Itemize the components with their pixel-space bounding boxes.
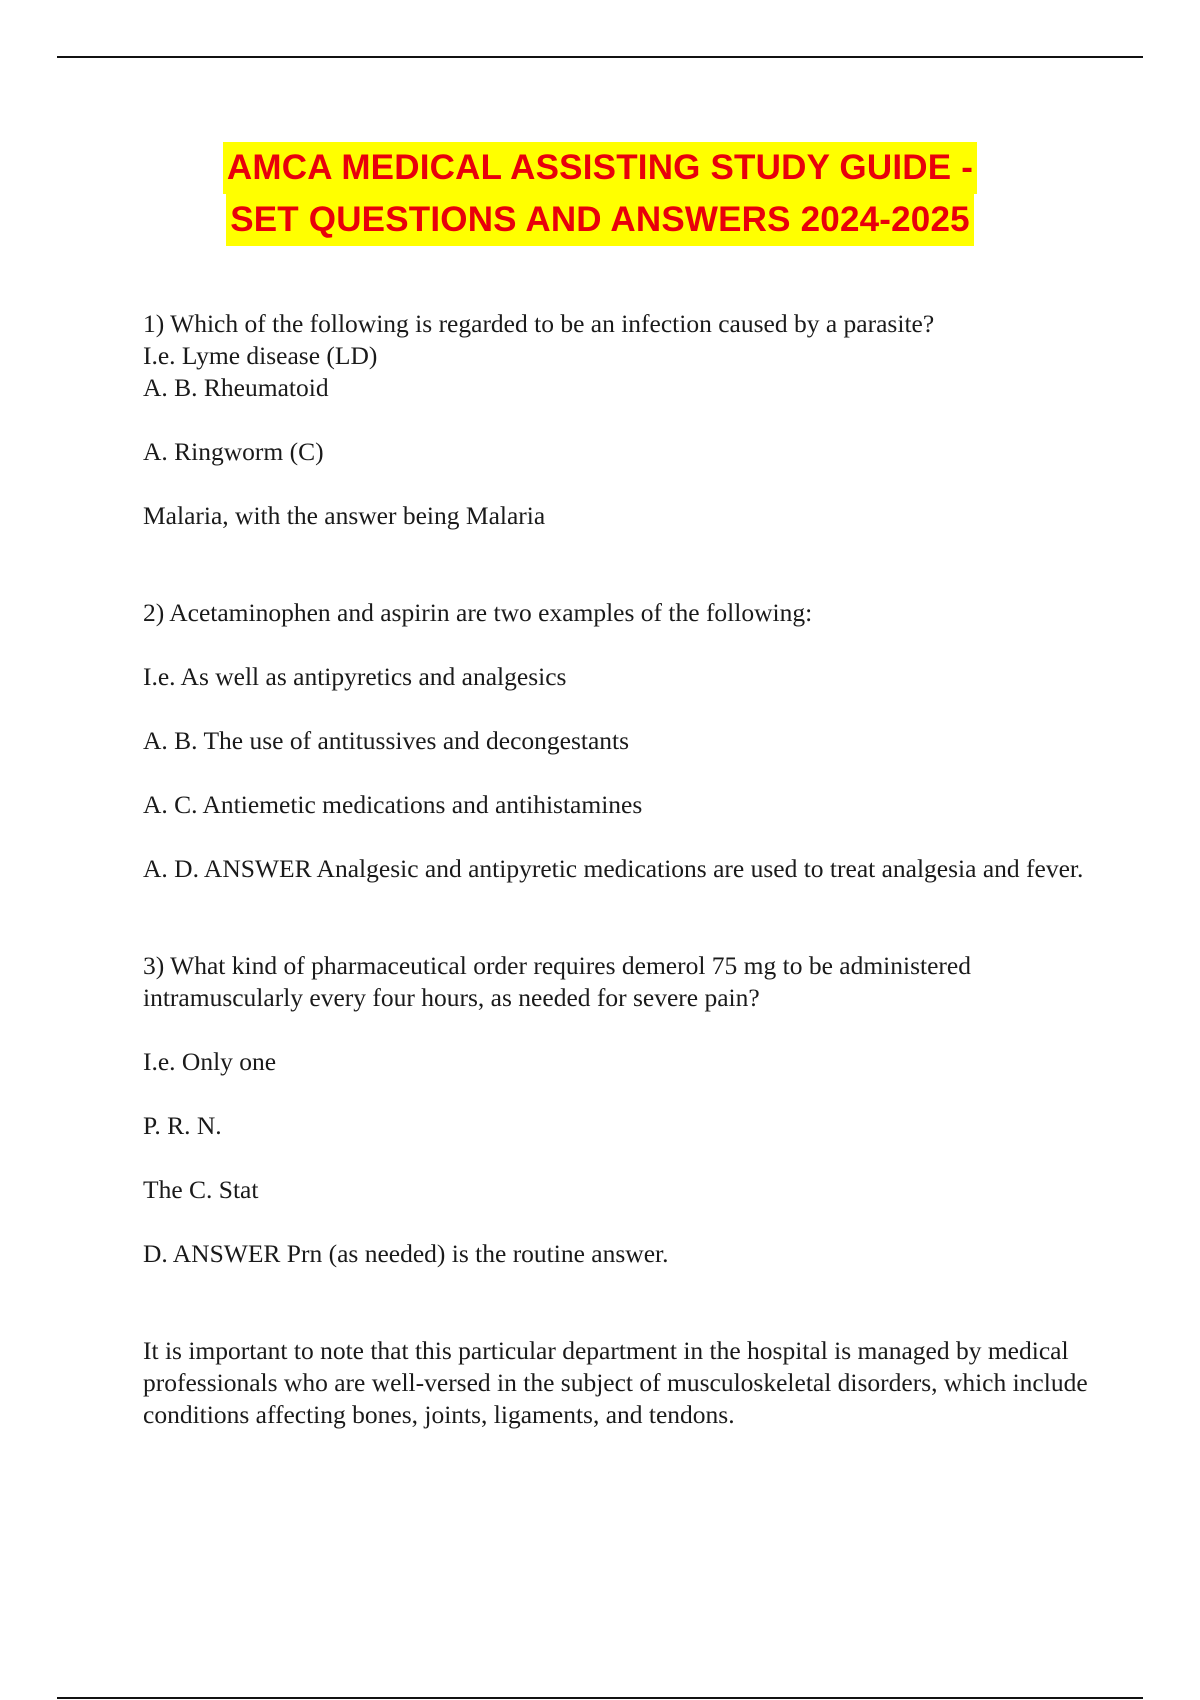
document-body	[143, 308, 1093, 1431]
closing-paragraph: It is important to note that this particular department in the hospital is managed by medical professionals who are well-versed in the subject of musculoskeletal disorders, which include conditions affecting bones, joints, ligaments, and tendons.	[143, 1336, 1088, 1429]
answer-line: A. C. Antiemetic medications and antihistamines	[143, 790, 643, 819]
question-text: 3) What kind of pharmaceutical order requires demerol 75 mg to be administered intramuscularly every four hours, as needed for severe pain?	[143, 951, 971, 1012]
question-block-3	[143, 950, 1093, 1270]
answer-line: I.e. As well as antipyretics and analgesics	[143, 662, 567, 691]
question-block-1	[143, 308, 1093, 532]
answer-line: A. B. Rheumatoid	[143, 373, 329, 402]
answer-line: A. B. The use of antitussives and decongestants	[143, 726, 630, 755]
title-line-1: AMCA MEDICAL ASSISTING STUDY GUIDE -	[223, 142, 977, 194]
answer-line: P. R. N.	[143, 1111, 222, 1140]
answer-line: A. Ringworm (C)	[143, 437, 324, 466]
answer-line: The C. Stat	[143, 1175, 259, 1204]
answer-line: A. D. ANSWER Analgesic and antipyretic medications are used to treat analgesia and fever.	[143, 854, 1084, 883]
question-text: 1) Which of the following is regarded to be an infection caused by a parasite?	[143, 309, 935, 338]
question-block-2	[143, 597, 1093, 885]
answer-line: I.e. Only one	[143, 1047, 277, 1076]
document-title	[0, 142, 1200, 246]
answer-line: Malaria, with the answer being Malaria	[143, 501, 546, 530]
title-line-2: SET QUESTIONS AND ANSWERS 2024-2025	[226, 194, 974, 246]
bottom-rule	[57, 1697, 1143, 1699]
top-rule	[57, 56, 1143, 58]
question-text: 2) Acetaminophen and aspirin are two examples of the following:	[143, 598, 813, 627]
answer-line: I.e. Lyme disease (LD)	[143, 341, 378, 370]
answer-line: D. ANSWER Prn (as needed) is the routine answer.	[143, 1239, 669, 1268]
